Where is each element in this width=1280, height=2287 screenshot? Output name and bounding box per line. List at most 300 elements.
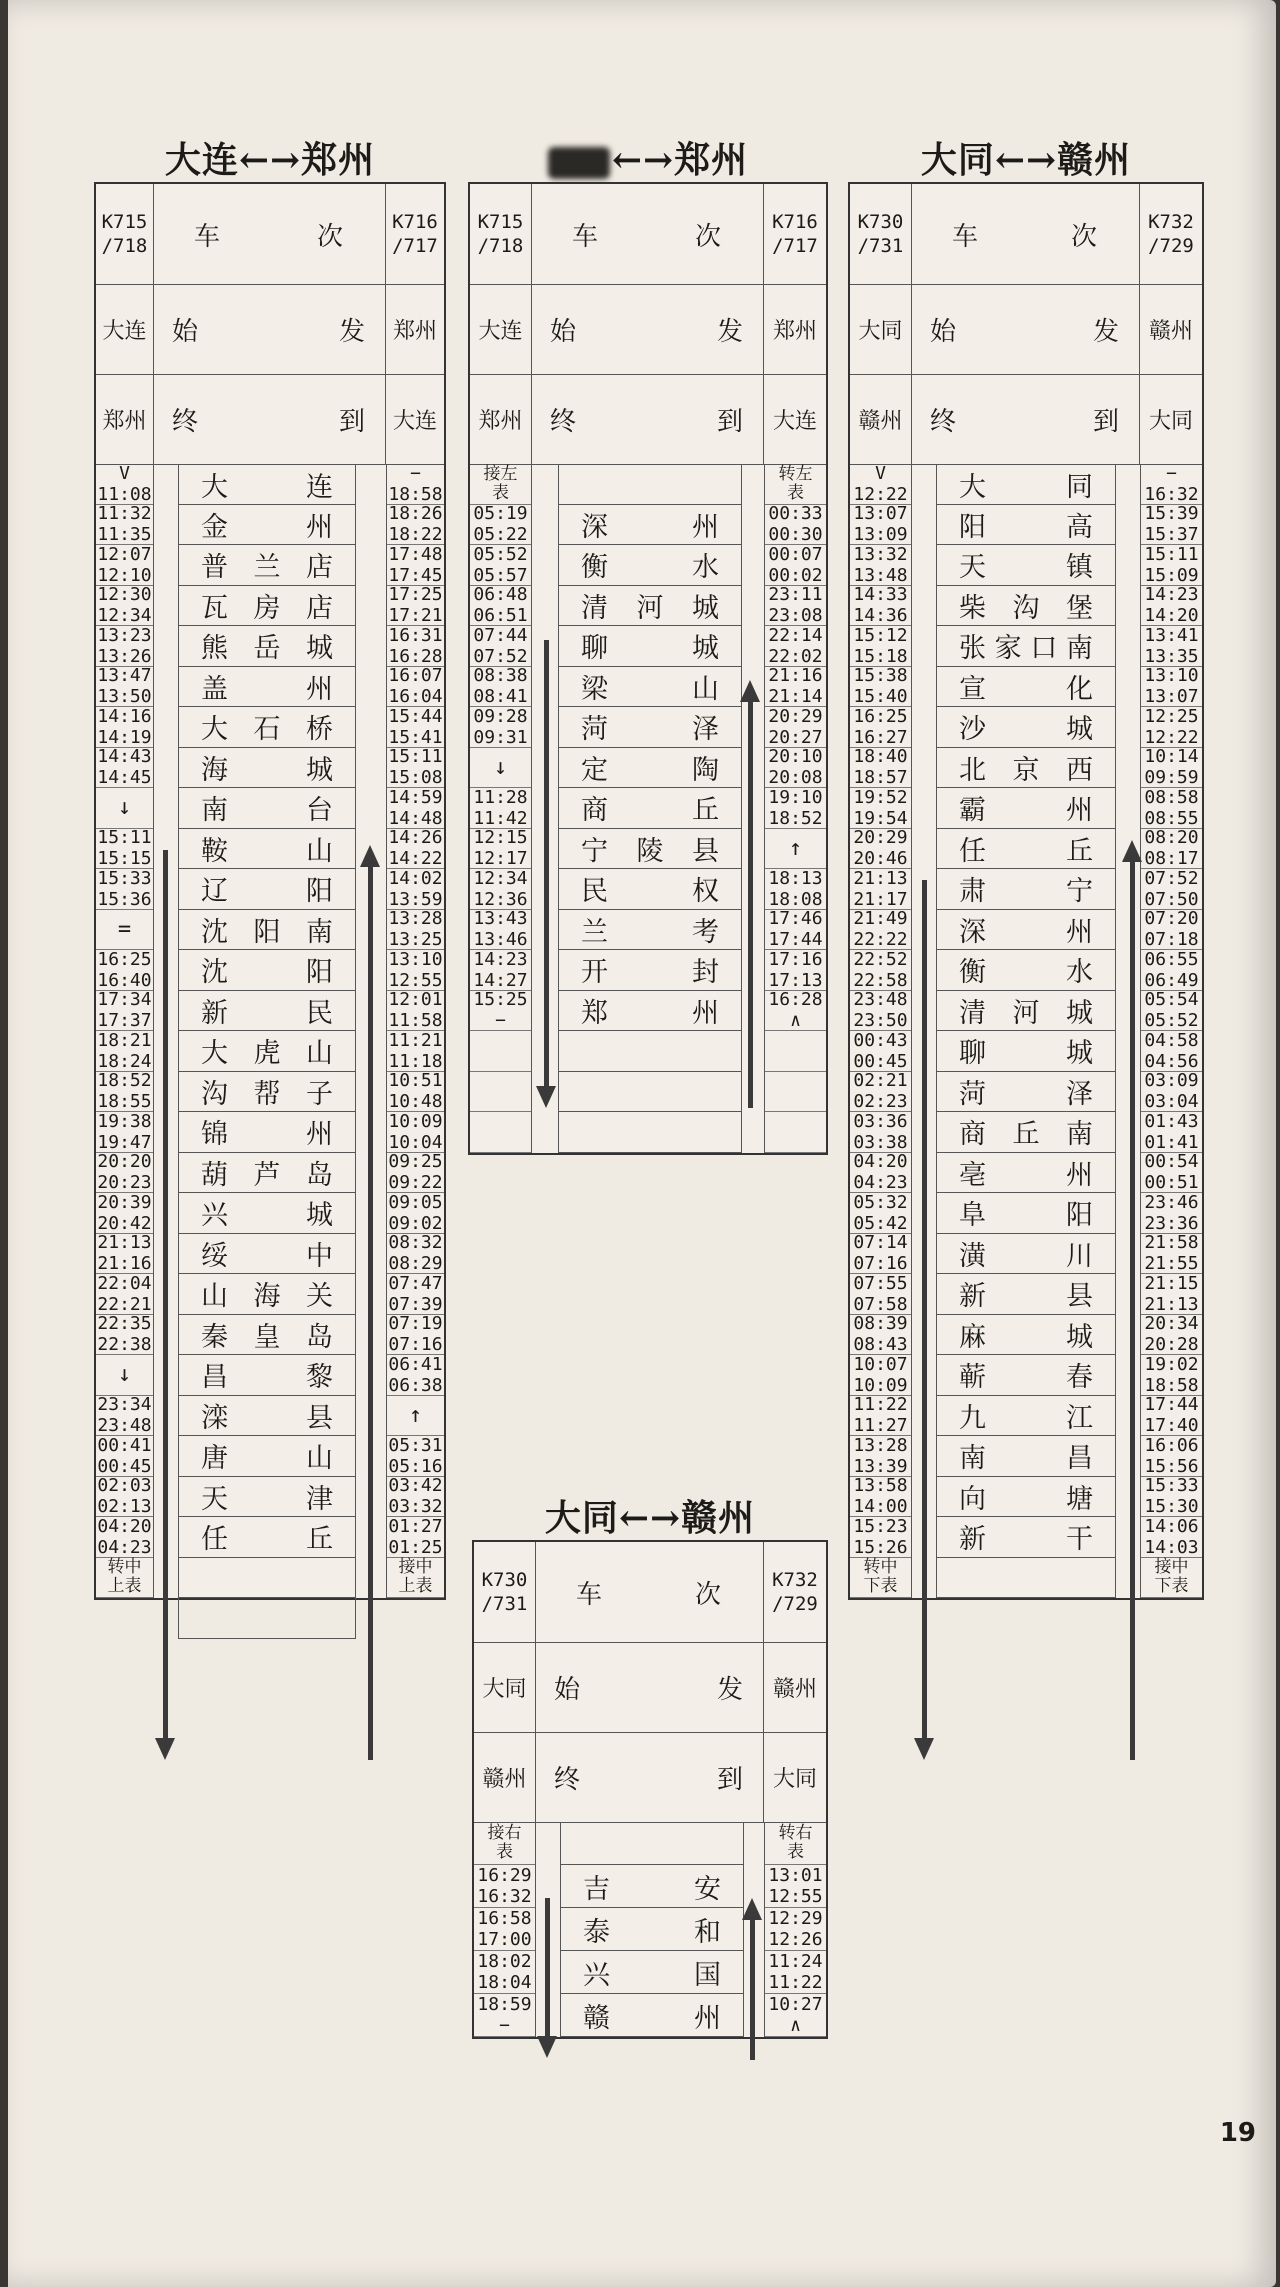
time-cell: 接中 上表: [387, 1558, 444, 1599]
right-times-column: [386, 464, 444, 1598]
time-cell: 17:46 17:44: [765, 910, 826, 951]
time-cell: 07:44 07:52: [470, 626, 531, 667]
station-cell: 任 丘: [936, 829, 1116, 870]
time-cell: 05:19 05:22: [470, 505, 531, 546]
time-cell: 21:16 21:14: [765, 667, 826, 708]
station-cell: 开 封: [558, 950, 742, 991]
time-cell: 03:42 03:32: [388, 1475, 443, 1518]
time-cell: 13:47 13:50: [97, 665, 152, 708]
left-train-cell: 大同: [474, 1642, 536, 1732]
time-cell: 12:15 12:17: [470, 829, 531, 870]
station-cell: 绥 中: [178, 1234, 356, 1275]
time-cell: 10:27 ∧: [765, 1994, 826, 2037]
station-cell: 大 连: [178, 464, 356, 505]
time-cell: 08:32 08:29: [388, 1232, 443, 1275]
station-cell: [936, 1558, 1116, 1599]
left-train-cell: 大同: [850, 284, 912, 374]
time-cell: 14:33 14:36: [850, 586, 911, 627]
station-cell: [560, 1822, 744, 1865]
time-cell: 12:34 12:36: [470, 869, 531, 910]
station-cell: 沙 城: [936, 707, 1116, 748]
station-cell: 盖 州: [178, 667, 356, 708]
station-cell: 聊 城: [558, 626, 742, 667]
down-arrow-icon: [912, 880, 936, 1760]
station-cell: 梁 山: [558, 667, 742, 708]
time-cell: [765, 1112, 826, 1153]
time-cell: 13:07 13:09: [850, 505, 911, 546]
station-cell: 民 权: [558, 869, 742, 910]
time-cell: 13:10 12:55: [388, 948, 443, 991]
time-cell: V 11:08: [97, 462, 152, 505]
time-cell: 05:54 05:52: [1141, 991, 1202, 1032]
station-cell: [558, 1031, 742, 1072]
time-cell: 17:25 17:21: [388, 584, 443, 627]
timetable: [472, 1540, 828, 2039]
header-label-cell: 车 次: [912, 184, 1140, 284]
station-cell: 普 兰 店: [178, 545, 356, 586]
time-cell: 10:09 10:04: [388, 1110, 443, 1153]
time-cell: 18:59 −: [474, 1994, 535, 2037]
right-train-cell: 大同: [772, 1766, 817, 1792]
station-cell: 秦 皇 岛: [178, 1315, 356, 1356]
time-cell: 03:36 03:38: [850, 1112, 911, 1153]
header-label-cell: 终 到: [154, 374, 386, 464]
time-cell: 21:13 21:17: [850, 869, 911, 910]
time-cell: 18:21 18:24: [97, 1029, 152, 1072]
left-times-column: [850, 464, 912, 1598]
time-cell: 16:07 16:04: [388, 665, 443, 708]
station-cell: 沟 帮 子: [178, 1072, 356, 1113]
time-cell: 02:21 02:23: [850, 1072, 911, 1113]
station-cell: 熊 岳 城: [178, 626, 356, 667]
time-cell: 21:58 21:55: [1141, 1234, 1202, 1275]
time-cell: 15:23 15:26: [850, 1517, 911, 1558]
time-cell: 转中 上表: [96, 1558, 153, 1599]
time-cell: ↓: [470, 748, 531, 789]
right-times-column: [1140, 464, 1202, 1598]
time-cell: 15:11 15:09: [1141, 545, 1202, 586]
time-cell: 00:41 00:45: [97, 1434, 152, 1477]
right-times-column: [764, 464, 826, 1153]
station-cell: 菏 泽: [936, 1072, 1116, 1113]
down-arrow-icon: [534, 640, 558, 1108]
station-cell: 商 丘: [558, 788, 742, 829]
time-cell: 11:21 11:18: [388, 1029, 443, 1072]
destination-row: [474, 1732, 826, 1823]
time-cell: 01:27 01:25: [388, 1515, 443, 1558]
station-cell: 辽 阳: [178, 869, 356, 910]
time-cell: 09:28 09:31: [470, 707, 531, 748]
time-cell: − 18:58: [388, 462, 443, 505]
station-cell: 海 城: [178, 748, 356, 789]
time-cell: 05:32 05:42: [850, 1193, 911, 1234]
right-train-cell: 大同: [1148, 408, 1193, 434]
time-cell: 23:48 23:50: [850, 991, 911, 1032]
time-cell: 14:02 13:59: [388, 867, 443, 910]
destination-row: [850, 374, 1202, 465]
station-cell: 新 县: [936, 1274, 1116, 1315]
time-cell: 13:28 13:25: [388, 908, 443, 951]
timetable-page: [8, 0, 1276, 2287]
origin-row: [96, 284, 444, 375]
station-cell: 南 昌: [936, 1436, 1116, 1477]
origin-row: [470, 284, 826, 375]
left-train-cell: K715 /718: [96, 184, 154, 284]
station-cell: 兰 考: [558, 910, 742, 951]
time-cell: 22:52 22:58: [850, 950, 911, 991]
left-times-column: [96, 464, 154, 1598]
time-cell: 22:35 22:38: [97, 1313, 152, 1356]
route-arrow: ←→: [611, 139, 675, 181]
time-cell: 16:28 ∧: [765, 991, 826, 1032]
time-cell: 15:11 15:08: [388, 746, 443, 789]
station-cell: 吉 安: [560, 1865, 744, 1908]
time-cell: 08:58 08:55: [1141, 788, 1202, 829]
station-cell: 深 州: [558, 505, 742, 546]
up-arrow-icon: [358, 845, 382, 1760]
left-train-cell: 赣州: [474, 1732, 536, 1822]
time-cell: 07:14 07:16: [850, 1234, 911, 1275]
time-cell: 17:44 17:40: [1141, 1396, 1202, 1437]
time-cell: 12:01 11:58: [388, 989, 443, 1032]
time-cell: ↓: [96, 1355, 153, 1396]
down-arrow-icon: [535, 1898, 559, 2058]
time-cell: 20:39 20:42: [97, 1191, 152, 1234]
header-label-cell: 终 到: [912, 374, 1140, 464]
time-cell: 20:20 20:23: [97, 1151, 152, 1194]
origin-row: [474, 1642, 826, 1733]
header-label-cell: 始 发: [536, 1642, 764, 1732]
time-cell: 16:31 16:28: [388, 624, 443, 667]
station-cell: [558, 1112, 742, 1153]
station-cell: [178, 1558, 356, 1599]
left-train-cell: 大连: [96, 284, 154, 374]
train-number-row: [474, 1542, 826, 1643]
time-cell: 13:43 13:46: [470, 910, 531, 951]
time-cell: 13:32 13:48: [850, 545, 911, 586]
destination-row: [470, 374, 826, 465]
time-cell: 20:29 20:27: [765, 707, 826, 748]
header-label-cell: 终 到: [532, 374, 764, 464]
time-cell: 15:38 15:40: [850, 667, 911, 708]
page-number: 19: [1219, 2118, 1256, 2148]
title-destination: 郑州: [674, 139, 749, 181]
station-cell: [558, 464, 742, 505]
time-cell: 19:02 18:58: [1141, 1355, 1202, 1396]
station-cell: 泰 和: [560, 1908, 744, 1951]
station-cell: 麻 城: [936, 1315, 1116, 1356]
station-cell: [558, 1072, 742, 1113]
time-cell: 04:20 04:23: [97, 1515, 152, 1558]
table-title: 大连←→郑州: [164, 139, 376, 181]
time-cell: 21:15 21:13: [1141, 1274, 1202, 1315]
time-cell: 12:30 12:34: [97, 584, 152, 627]
station-cell: 新 民: [178, 991, 356, 1032]
time-cell: 12:07 12:10: [97, 543, 152, 586]
time-cell: 04:20 04:23: [850, 1153, 911, 1194]
time-cell: 11:32 11:35: [97, 503, 152, 546]
time-cell: 10:51 10:48: [388, 1070, 443, 1113]
time-cell: =: [96, 910, 153, 951]
timetable-body: [470, 464, 826, 1153]
station-cell: 蕲 春: [936, 1355, 1116, 1396]
station-cell: 清 河 城: [936, 991, 1116, 1032]
time-cell: 15:11 15:15: [97, 827, 152, 870]
time-cell: 接右 表: [474, 1822, 535, 1865]
station-cell: 兴 国: [560, 1951, 744, 1994]
up-arrow-icon: [1120, 840, 1144, 1760]
station-cell: 任 丘: [178, 1517, 356, 1558]
right-train-cell: K716 /717: [392, 211, 438, 257]
station-cell: [178, 1598, 356, 1639]
station-cell: 菏 泽: [558, 707, 742, 748]
station-cell: 兴 城: [178, 1193, 356, 1234]
station-column: [560, 1822, 744, 2037]
table-title: [468, 132, 828, 182]
header-label-cell: 始 发: [912, 284, 1140, 374]
time-cell: 17:48 17:45: [388, 543, 443, 586]
time-cell: 转右 表: [765, 1822, 826, 1865]
time-cell: V 12:22: [850, 464, 911, 505]
time-cell: 00:33 00:30: [765, 505, 826, 546]
destination-row: [96, 374, 444, 465]
down-arrow-icon: [153, 850, 177, 1760]
left-train-cell: K715 /718: [470, 184, 532, 284]
time-cell: 18:52 18:55: [97, 1070, 152, 1113]
station-cell: 衡 水: [936, 950, 1116, 991]
station-cell: 大 同: [936, 464, 1116, 505]
time-cell: ↓: [96, 788, 153, 829]
time-cell: 15:33 15:30: [1141, 1477, 1202, 1518]
up-arrow-icon: [738, 680, 762, 1108]
station-column: [936, 464, 1116, 1598]
right-train-cell: 赣州: [1148, 318, 1193, 344]
station-cell: 新 干: [936, 1517, 1116, 1558]
time-cell: 13:23 13:26: [97, 624, 152, 667]
station-cell: 昌 黎: [178, 1355, 356, 1396]
time-cell: 20:34 20:28: [1141, 1315, 1202, 1356]
station-cell: 阳 高: [936, 505, 1116, 546]
header-label-cell: 车 次: [532, 184, 764, 284]
right-train-cell: K716 /717: [772, 211, 818, 257]
right-train-cell: 赣州: [772, 1676, 817, 1702]
station-cell: 山 海 关: [178, 1274, 356, 1315]
time-cell: 接中 下表: [1141, 1558, 1202, 1599]
time-cell: [470, 1112, 531, 1153]
time-cell: [470, 1031, 531, 1072]
time-cell: 08:20 08:17: [1141, 829, 1202, 870]
time-cell: 17:34 17:37: [97, 989, 152, 1032]
time-cell: 08:38 08:41: [470, 667, 531, 708]
time-cell: 01:43 01:41: [1141, 1112, 1202, 1153]
time-cell: 19:38 19:47: [97, 1110, 152, 1153]
time-cell: 11:24 11:22: [765, 1951, 826, 1994]
station-cell: 定 陶: [558, 748, 742, 789]
right-train-cell: 郑州: [772, 318, 817, 344]
time-cell: ↑: [765, 829, 826, 870]
station-cell: 霸 州: [936, 788, 1116, 829]
station-cell: 葫 芦 岛: [178, 1153, 356, 1194]
time-cell: 18:13 18:08: [765, 869, 826, 910]
station-cell: 向 塘: [936, 1477, 1116, 1518]
time-cell: 07:52 07:50: [1141, 869, 1202, 910]
left-train-cell: 郑州: [96, 374, 154, 464]
time-cell: [765, 1072, 826, 1113]
time-cell: 转中 下表: [850, 1558, 911, 1599]
time-cell: 07:19 07:16: [388, 1313, 443, 1356]
station-cell: 深 州: [936, 910, 1116, 951]
time-cell: 15:25 −: [470, 991, 531, 1032]
station-cell: 金 州: [178, 505, 356, 546]
left-train-cell: K730 /731: [474, 1542, 536, 1642]
time-cell: [470, 1072, 531, 1113]
station-cell: 亳 州: [936, 1153, 1116, 1194]
time-cell: 18:02 18:04: [474, 1951, 535, 1994]
time-cell: 18:26 18:22: [388, 503, 443, 546]
right-train-cell: 郑州: [392, 318, 437, 344]
station-cell: 沈 阳: [178, 950, 356, 991]
time-cell: 22:04 22:21: [97, 1272, 152, 1315]
up-arrow-icon: [740, 1898, 764, 2060]
train-number-row: [850, 184, 1202, 285]
time-cell: 05:31 05:16: [388, 1434, 443, 1477]
station-cell: 大 石 桥: [178, 707, 356, 748]
station-column: [178, 464, 356, 1598]
left-train-cell: 郑州: [470, 374, 532, 464]
time-cell: 15:12 15:18: [850, 626, 911, 667]
station-cell: 天 津: [178, 1477, 356, 1518]
station-cell: 天 镇: [936, 545, 1116, 586]
timetable-body: [850, 464, 1202, 1598]
station-cell: 潢 川: [936, 1234, 1116, 1275]
time-cell: 14:59 14:48: [388, 786, 443, 829]
timetable: [848, 182, 1204, 1600]
time-cell: 00:54 00:51: [1141, 1153, 1202, 1194]
station-cell: 大 虎 山: [178, 1031, 356, 1072]
time-cell: 14:26 14:22: [388, 827, 443, 870]
left-times-column: [470, 464, 532, 1153]
right-train-cell: 大连: [772, 408, 817, 434]
time-cell: 16:29 16:32: [474, 1865, 535, 1908]
time-cell: 18:40 18:57: [850, 748, 911, 789]
time-cell: 21:49 22:22: [850, 910, 911, 951]
time-cell: 接左 表: [470, 464, 531, 505]
station-cell: 锦 州: [178, 1112, 356, 1153]
header-label-cell: 车 次: [154, 184, 386, 284]
time-cell: 20:10 20:08: [765, 748, 826, 789]
left-times-column: [474, 1822, 536, 2037]
time-cell: 13:10 13:07: [1141, 667, 1202, 708]
time-cell: 00:07 00:02: [765, 545, 826, 586]
time-cell: 15:39 15:37: [1141, 505, 1202, 546]
time-cell: 16:58 17:00: [474, 1908, 535, 1951]
time-cell: 20:29 20:46: [850, 829, 911, 870]
time-cell: ↑: [387, 1396, 444, 1437]
header-label-cell: 始 发: [154, 284, 386, 374]
time-cell: 14:16 14:19: [97, 705, 152, 748]
time-cell: 11:28 11:42: [470, 788, 531, 829]
station-cell: 清 河 城: [558, 586, 742, 627]
station-cell: 瓦 房 店: [178, 586, 356, 627]
time-cell: 23:46 23:36: [1141, 1193, 1202, 1234]
timetable: [468, 182, 828, 1155]
smudged-text: [548, 147, 610, 179]
time-cell: 03:09 03:04: [1141, 1072, 1202, 1113]
time-cell: 06:48 06:51: [470, 586, 531, 627]
time-cell: 08:39 08:43: [850, 1315, 911, 1356]
station-cell: 唐 山: [178, 1436, 356, 1477]
time-cell: 04:58 04:56: [1141, 1031, 1202, 1072]
left-train-cell: 大连: [470, 284, 532, 374]
time-cell: 13:28 13:39: [850, 1436, 911, 1477]
time-cell: 23:34 23:48: [97, 1394, 152, 1437]
station-cell: 宁 陵 县: [558, 829, 742, 870]
time-cell: 23:11 23:08: [765, 586, 826, 627]
time-cell: 22:14 22:02: [765, 626, 826, 667]
right-train-cell: 大连: [392, 408, 437, 434]
timetable-body: [96, 464, 444, 1598]
time-cell: 13:58 14:00: [850, 1477, 911, 1518]
time-cell: 14:23 14:20: [1141, 586, 1202, 627]
time-cell: 07:55 07:58: [850, 1274, 911, 1315]
time-cell: 15:44 15:41: [388, 705, 443, 748]
timetable: [94, 182, 446, 1600]
station-cell: 滦 县: [178, 1396, 356, 1437]
right-times-column: [764, 1822, 826, 2037]
time-cell: 转左 表: [765, 464, 826, 505]
time-cell: 21:13 21:16: [97, 1232, 152, 1275]
station-cell: 南 台: [178, 788, 356, 829]
station-cell: 聊 城: [936, 1031, 1116, 1072]
origin-row: [850, 284, 1202, 375]
station-cell: 赣 州: [560, 1994, 744, 2037]
station-cell: 北 京 西: [936, 748, 1116, 789]
header-label-cell: 始 发: [532, 284, 764, 374]
time-cell: 14:43 14:45: [97, 746, 152, 789]
time-cell: 11:22 11:27: [850, 1396, 911, 1437]
right-train-cell: K732 /729: [772, 1569, 818, 1615]
time-cell: 06:55 06:49: [1141, 950, 1202, 991]
time-cell: 12:29 12:26: [765, 1908, 826, 1951]
time-cell: 19:10 18:52: [765, 788, 826, 829]
right-train-cell: K732 /729: [1148, 211, 1194, 257]
time-cell: 14:23 14:27: [470, 950, 531, 991]
header-label-cell: 终 到: [536, 1732, 764, 1822]
left-train-cell: 赣州: [850, 374, 912, 464]
time-cell: 07:20 07:18: [1141, 910, 1202, 951]
time-cell: 13:41 13:35: [1141, 626, 1202, 667]
station-cell: 衡 水: [558, 545, 742, 586]
time-cell: 10:14 09:59: [1141, 748, 1202, 789]
station-column: [558, 464, 742, 1153]
time-cell: 06:41 06:38: [388, 1353, 443, 1396]
time-cell: 19:52 19:54: [850, 788, 911, 829]
time-cell: 16:25 16:27: [850, 707, 911, 748]
time-cell: 12:25 12:22: [1141, 707, 1202, 748]
header-label-cell: 车 次: [536, 1542, 764, 1642]
train-number-row: [96, 184, 444, 285]
time-cell: 00:43 00:45: [850, 1031, 911, 1072]
left-train-cell: K730 /731: [850, 184, 912, 284]
station-cell: 阜 阳: [936, 1193, 1116, 1234]
station-cell: 九 江: [936, 1396, 1116, 1437]
station-cell: 鞍 山: [178, 829, 356, 870]
time-cell: 09:25 09:22: [388, 1151, 443, 1194]
time-cell: 17:16 17:13: [765, 950, 826, 991]
station-cell: 柴 沟 堡: [936, 586, 1116, 627]
station-cell: 张 家 口 南: [936, 626, 1116, 667]
time-cell: 16:25 16:40: [97, 948, 152, 991]
